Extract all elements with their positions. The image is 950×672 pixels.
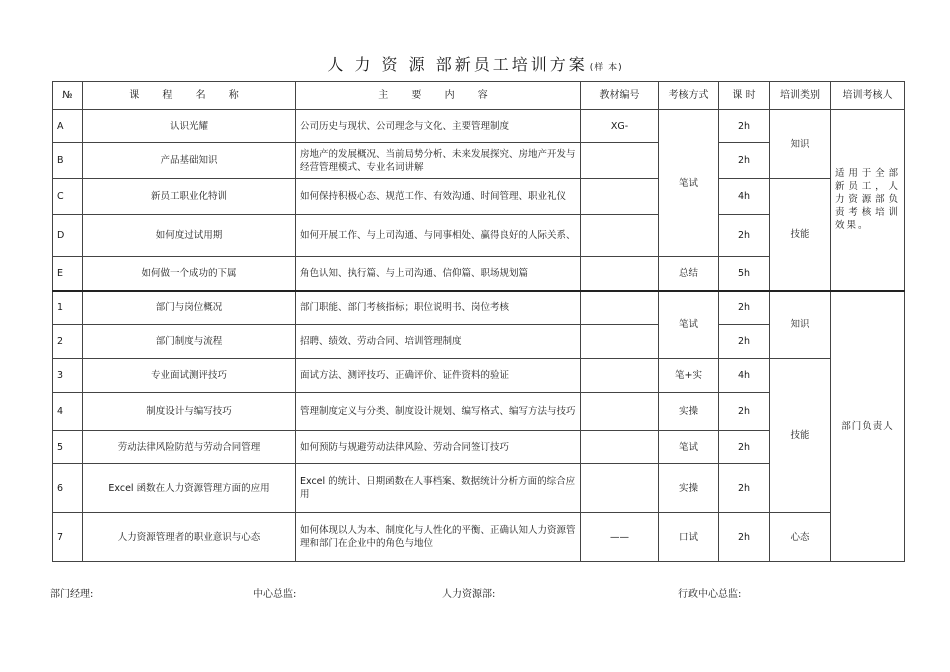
course-name: 部门与岗位概况 <box>83 291 296 325</box>
table-row <box>53 513 905 562</box>
document-title <box>0 52 950 75</box>
course-hours: 2h <box>719 325 770 359</box>
assessor-dept-head: 部门负责人 <box>831 291 905 562</box>
material-code <box>581 393 659 431</box>
dept-manager-label: 部门经理: <box>50 589 94 600</box>
material-code <box>581 291 659 325</box>
course-name: 如何度过试用期 <box>83 215 296 257</box>
course-name: 认识光耀 <box>83 110 296 143</box>
table-row <box>53 179 905 215</box>
course-content: 管理制度定义与分类、制度设计规划、编写格式、编写方法与技巧 <box>296 393 581 431</box>
material-code <box>581 143 659 179</box>
exam-method: 笔试 <box>659 431 719 464</box>
training-category: 知识 <box>770 291 831 359</box>
material-code <box>581 431 659 464</box>
course-name: 人力资源管理者的职业意识与心态 <box>83 513 296 562</box>
row-no: 6 <box>53 464 83 513</box>
material-code <box>581 359 659 393</box>
course-name: Excel 函数在人力资源管理方面的应用 <box>83 464 296 513</box>
course-content: 如何体现以人为本、制度化与人性化的平衡、正确认知人力资源管理和部门在企业中的角色与地位 <box>296 513 581 562</box>
row-no: E <box>53 257 83 291</box>
course-content: 部门职能、部门考核指标；职位说明书、岗位考核 <box>296 291 581 325</box>
row-no: 5 <box>53 431 83 464</box>
course-name: 新员工职业化特训 <box>83 179 296 215</box>
row-no: 3 <box>53 359 83 393</box>
course-hours: 4h <box>719 359 770 393</box>
admin-director-label: 行政中心总监: <box>678 589 742 600</box>
course-hours: 2h <box>719 393 770 431</box>
course-content: 房地产的发展概况、当前局势分析、未来发展探究、房地产开发与经营管理模式、专业名词讲解 <box>296 143 581 179</box>
row-no: D <box>53 215 83 257</box>
material-code <box>581 325 659 359</box>
course-hours: 2h <box>719 291 770 325</box>
course-content: 角色认知、执行篇、与上司沟通、信仰篇、职场规划篇 <box>296 257 581 291</box>
row-no: 4 <box>53 393 83 431</box>
row-no: A <box>53 110 83 143</box>
row-no: 1 <box>53 291 83 325</box>
table-row <box>53 291 905 325</box>
course-hours: 2h <box>719 110 770 143</box>
header-hours: 课 时 <box>719 82 770 110</box>
exam-method: 实操 <box>659 464 719 513</box>
training-category: 技能 <box>770 179 831 291</box>
course-name: 如何做一个成功的下属 <box>83 257 296 291</box>
course-content: 如何预防与规避劳动法律风险、劳动合同签订技巧 <box>296 431 581 464</box>
training-category: 知识 <box>770 110 831 179</box>
course-name: 部门制度与流程 <box>83 325 296 359</box>
exam-method: 口试 <box>659 513 719 562</box>
assessor-note: 适用于全部新员工，人力资源部负责考核培训效果。 <box>831 110 905 291</box>
header-no: № <box>53 82 83 110</box>
course-name: 产品基础知识 <box>83 143 296 179</box>
material-code: XG- <box>581 110 659 143</box>
course-content: Excel 的统计、日期函数在人事档案、数据统计分析方面的综合应用 <box>296 464 581 513</box>
header-category: 培训类别 <box>770 82 831 110</box>
course-hours: 2h <box>719 431 770 464</box>
header-assessor: 培训考核人 <box>831 82 905 110</box>
material-code <box>581 179 659 215</box>
title-main: 人 力 资 源 部新员工培训方案 <box>327 55 588 74</box>
exam-method: 总结 <box>659 257 719 291</box>
header-material: 教材编号 <box>581 82 659 110</box>
header-row <box>53 82 905 110</box>
exam-method: 笔试 <box>659 110 719 257</box>
course-content: 招聘、绩效、劳动合同、培训管理制度 <box>296 325 581 359</box>
exam-method: 实操 <box>659 393 719 431</box>
material-code <box>581 215 659 257</box>
course-hours: 4h <box>719 179 770 215</box>
row-no: 7 <box>53 513 83 562</box>
training-category: 技能 <box>770 359 831 513</box>
material-code: —— <box>581 513 659 562</box>
course-content: 如何开展工作、与上司沟通、与同事相处、赢得良好的人际关系、 <box>296 215 581 257</box>
course-hours: 5h <box>719 257 770 291</box>
course-name: 专业面试测评技巧 <box>83 359 296 393</box>
row-no: B <box>53 143 83 179</box>
course-content: 公司历史与现状、公司理念与文化、主要管理制度 <box>296 110 581 143</box>
course-hours: 2h <box>719 464 770 513</box>
row-no: C <box>53 179 83 215</box>
course-hours: 2h <box>719 215 770 257</box>
title-sample-note: (样 本) <box>589 63 623 73</box>
training-category: 心态 <box>770 513 831 562</box>
training-plan-table <box>52 81 905 562</box>
exam-method: 笔试 <box>659 291 719 359</box>
course-name: 劳动法律风险防范与劳动合同管理 <box>83 431 296 464</box>
header-exam: 考核方式 <box>659 82 719 110</box>
course-hours: 2h <box>719 143 770 179</box>
row-no: 2 <box>53 325 83 359</box>
exam-method: 笔+实 <box>659 359 719 393</box>
hr-dept-label: 人力资源部: <box>442 589 496 600</box>
signature-footer <box>50 585 910 599</box>
material-code <box>581 257 659 291</box>
material-code <box>581 464 659 513</box>
table-row <box>53 359 905 393</box>
center-director-label: 中心总监: <box>253 589 297 600</box>
course-content: 面试方法、测评技巧、正确评价、证件资料的验证 <box>296 359 581 393</box>
course-content: 如何保持积极心态、规范工作、有效沟通、时间管理、职业礼仪 <box>296 179 581 215</box>
header-content: 主 要 内 容 <box>296 82 581 110</box>
course-hours: 2h <box>719 513 770 562</box>
header-course: 课 程 名 称 <box>83 82 296 110</box>
course-name: 制度设计与编写技巧 <box>83 393 296 431</box>
table-row <box>53 110 905 143</box>
